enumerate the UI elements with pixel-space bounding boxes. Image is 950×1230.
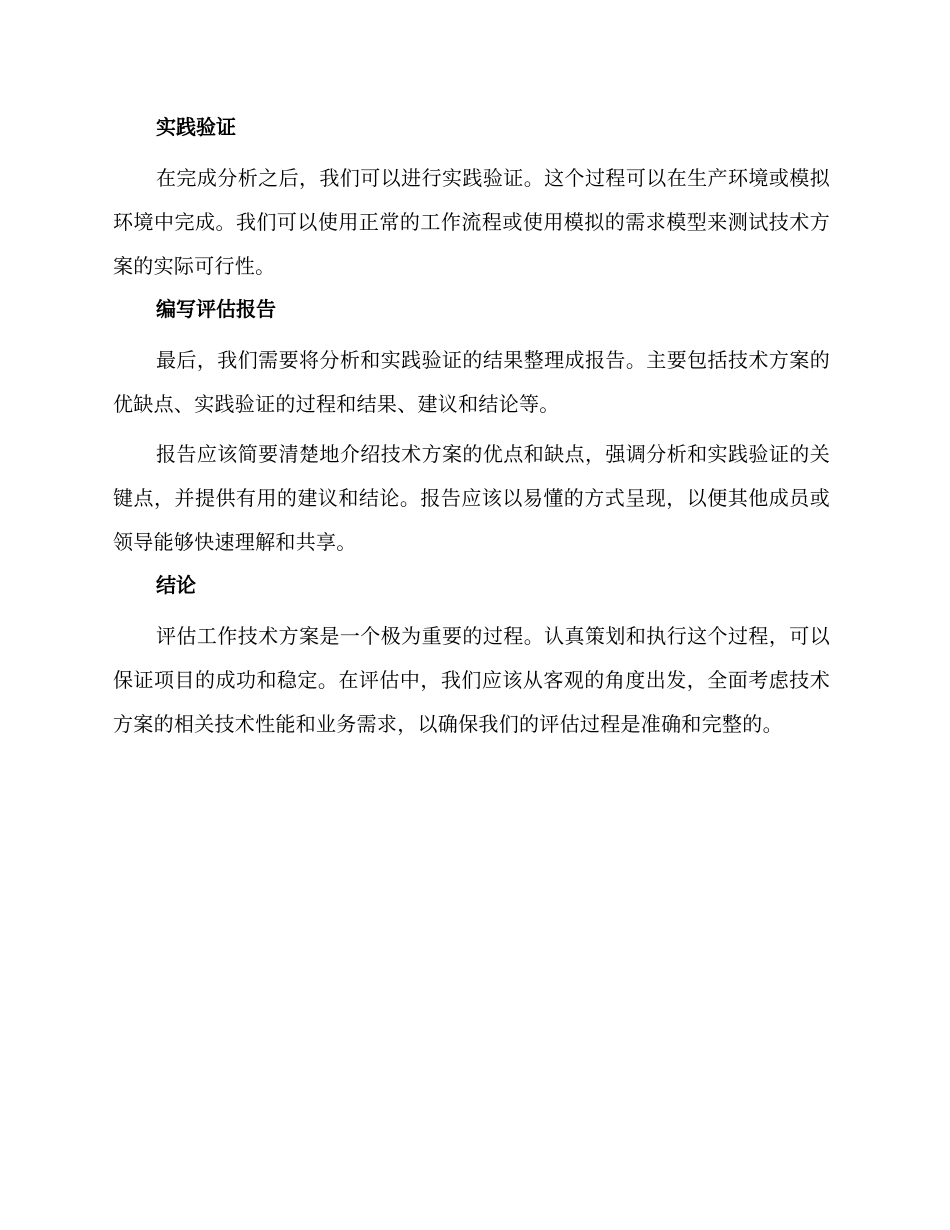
paragraph-conclusion: 评估工作技术方案是一个极为重要的过程。认真策划和执行这个过程，可以保证项目的成功和稳定。在评估中，我们应该从客观的角度出发，全面考虑技术方案的相关技术性能和业务需求，以确保我们的评估过程是准确和完整的。 (113, 624, 830, 736)
paragraph-practice-validation: 在完成分析之后，我们可以进行实践验证。这个过程可以在生产环境或模拟环境中完成。我们可以使用正常的工作流程或使用模拟的需求模型来测试技术方案的实际可行性。 (113, 166, 830, 278)
paragraph-report-guidelines: 报告应该简要清楚地介绍技术方案的优点和缺点，强调分析和实践验证的关键点，并提供有用的建议和结论。报告应该以易懂的方式呈现，以便其他成员或领导能够快速理解和共享。 (113, 442, 830, 554)
section-heading-conclusion: 结论 (156, 573, 196, 597)
section-heading-write-report: 编写评估报告 (156, 297, 276, 321)
section-heading-practice-validation: 实践验证 (156, 115, 236, 139)
paragraph-report-summary: 最后，我们需要将分析和实践验证的结果整理成报告。主要包括技术方案的优缺点、实践验证的过程和结果、建议和结论等。 (113, 348, 830, 416)
